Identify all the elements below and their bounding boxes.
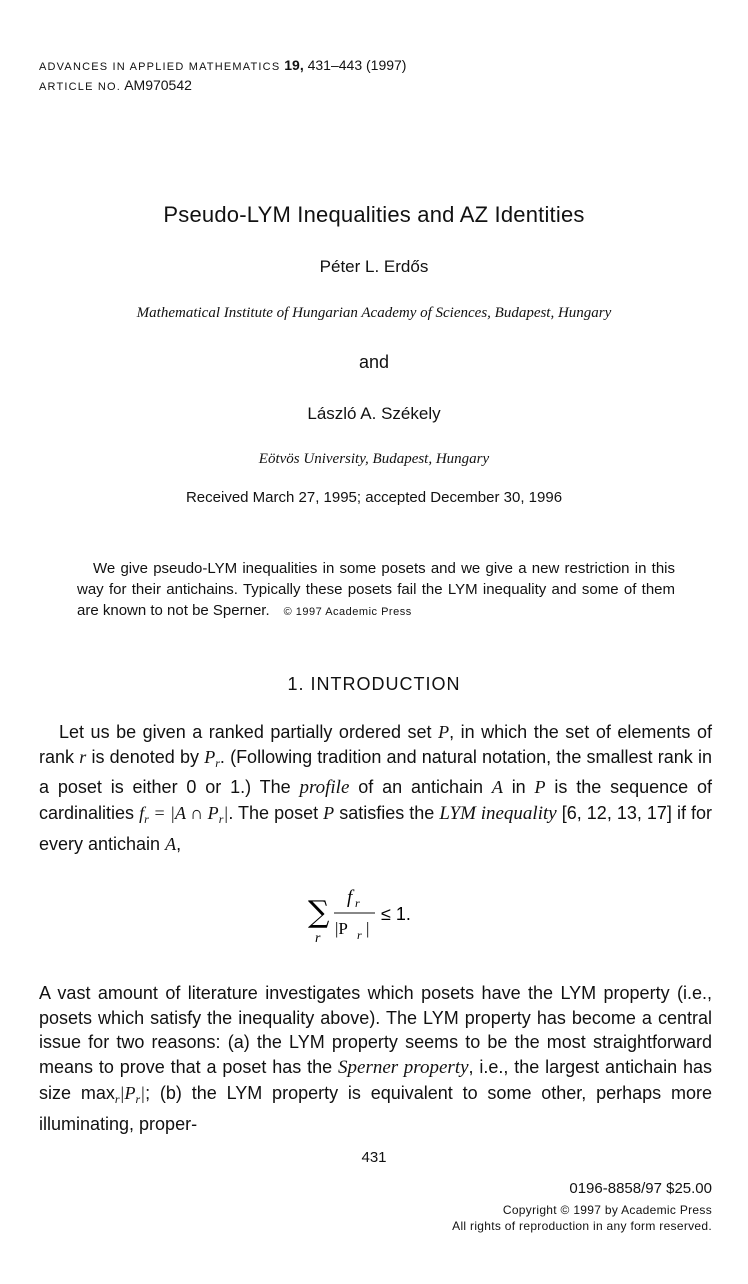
p1-text-h: is the sequence of cardinalities (39, 777, 712, 824)
article-number: AM970542 (124, 77, 192, 93)
intro-paragraph-1: Let us be given a ranked partially ordered set P, in which the set of elements of rank r is denoted by $P_r$. (Following tradition and natural notation, the smallest rank in a poset is either 0 or 1.) The profile of an antichain A in P is the sequence of cardinalities $f_r = |A$ ∩ $P_r|$. The poset P satisfies the LYM inequality [6, 12, 13, 17] if for every antichain A, (39, 722, 713, 854)
formula-sum-index: r (315, 931, 321, 946)
formula-denominator-sub: r (357, 928, 362, 942)
p2-text-c: , i.e., the largest antichain has size max (39, 1057, 712, 1103)
formula-numerator-sub: r (355, 896, 360, 910)
journal-name: ADVANCES IN APPLIED MATHEMATICS (39, 61, 281, 73)
author-conjunction: and (358, 352, 390, 372)
article-label: ARTICLE NO. (39, 81, 122, 93)
lym-formula (0, 880, 748, 950)
formula-denominator: |P (335, 919, 348, 938)
author-name-1: Péter L. Erdős (319, 257, 429, 276)
footer-price: 0196-8858/97 $25.00 (569, 1180, 712, 1197)
p1-text-f: of an antichain (358, 777, 483, 798)
journal-volume: 19, (284, 57, 304, 73)
p1-lym-term: LYM inequality (439, 803, 557, 825)
p1-text-j: satisfies the (339, 803, 435, 824)
p1-text-d: . (Following tradition and natural notation, the smallest rank in a poset is either 0 or 1.) The (39, 746, 712, 798)
intro-paragraph-2 (39, 981, 712, 1136)
profile-formula: $f_r = |A$ ∩ $P_r|$ (139, 803, 229, 827)
page-number: 431 (361, 1149, 387, 1166)
author-affiliation-2: Eötvös University, Budapest, Hungary (258, 451, 490, 467)
journal-pages-year: 431–443 (1997) (307, 57, 407, 73)
p1-text-a: Let us be given a ranked partially ordered set (59, 722, 432, 742)
abstract-copyright: © 1997 Academic Press (283, 606, 412, 618)
journal-line (39, 56, 406, 76)
formula-denominator-end: | (366, 919, 370, 938)
footer-copyright: Copyright © 1997 by Academic Press (502, 1203, 712, 1217)
p1-text-l: [6, 12, 13, 17] if for every antichain (39, 803, 713, 854)
section-heading: 1. INTRODUCTION (287, 674, 461, 694)
formula-numerator: f (347, 887, 353, 908)
p2-sperner-term: Sperner property (338, 1057, 469, 1079)
p1-profile-term: profile (299, 777, 350, 799)
footer-rights: All rights of reproduction in any form reserved. (452, 1219, 712, 1233)
p1-text-b: , in which the set of elements of rank (39, 722, 712, 767)
formula-relation: ≤ 1. (381, 904, 411, 924)
p1-text-g: in (511, 777, 526, 798)
p2-text-d: ; (b) the LYM property is equivalent to some other, perhaps more illuminating, proper- (39, 1082, 712, 1134)
p1-text-c: is denoted by (91, 746, 199, 767)
paper-title: Pseudo-LYM Inequalities and AZ Identities (163, 202, 585, 227)
formula-sum-symbol: ∑ (308, 895, 330, 930)
max-formula: $_r|P_r|$ (114, 1082, 146, 1106)
received-dates: Received March 27, 1995; accepted December 30, 1996 (185, 489, 563, 506)
journal-header (39, 56, 406, 96)
author-affiliation-1: Mathematical Institute of Hungarian Academy of Sciences, Budapest, Hungary (136, 305, 612, 321)
p1-text-i: . The poset (228, 803, 319, 824)
article-line (39, 76, 406, 96)
p2-text-a: A vast amount of literature investigates which posets have the LYM property (i.e., posets which satisfy the inequality above). The LYM property has become a central issue for two reasons: (a) the LYM property seems to be the most straightforward means to prove that a poset has the (39, 983, 712, 1078)
abstract-text: We give pseudo-LYM inequalities in some posets and we give a new restriction in this way for their antichains. Typically these posets fail the LYM inequality and some of them are known to not be Sperner. (77, 560, 675, 619)
abstract (77, 558, 675, 623)
author-name-2: László A. Székely (307, 404, 441, 423)
